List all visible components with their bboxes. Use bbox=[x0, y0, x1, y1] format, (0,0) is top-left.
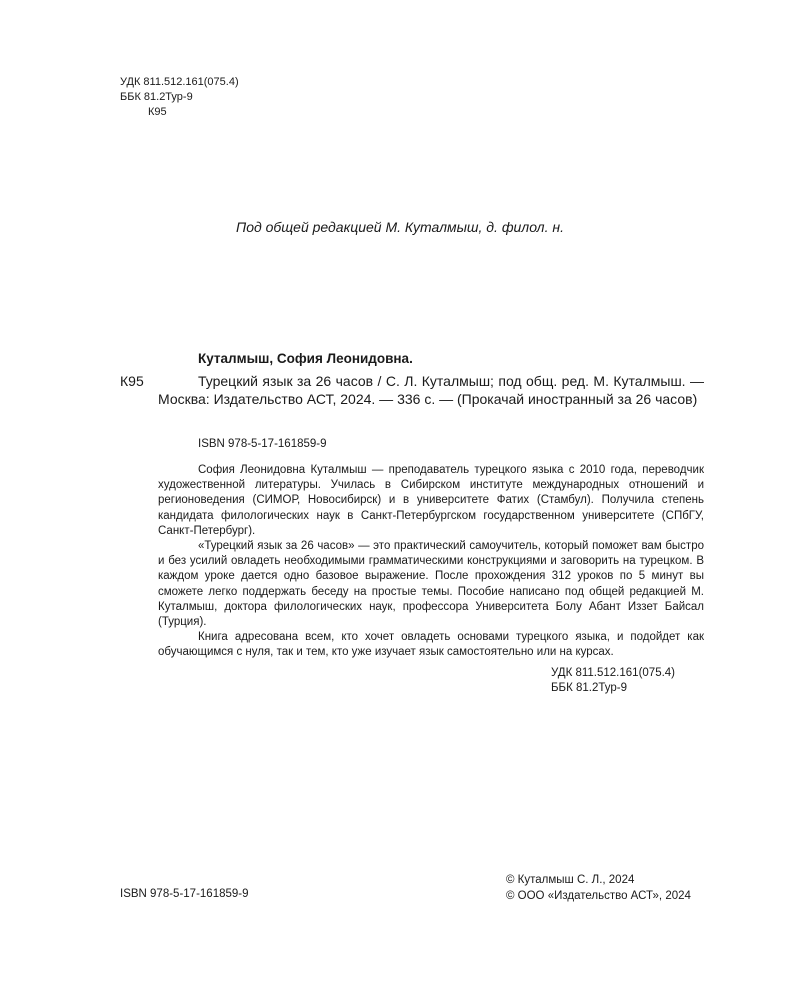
udk-code: УДК 811.512.161(075.4) bbox=[120, 76, 239, 88]
copyright-block bbox=[506, 872, 691, 904]
bbk-code-bottom: ББК 81.2Тур-9 bbox=[551, 682, 627, 694]
udk-code-bottom: УДК 811.512.161(075.4) bbox=[551, 667, 676, 679]
author-mark-code: К95 bbox=[148, 106, 167, 118]
editor-line: Под общей редакцией М. Куталмыш, д. филол. н. bbox=[236, 219, 564, 235]
author-heading: Куталмыш, София Леонидовна. bbox=[198, 351, 413, 366]
classification-codes-bottom bbox=[551, 666, 675, 696]
author-mark: К95 bbox=[120, 373, 144, 389]
isbn-bottom: ISBN 978-5-17-161859-9 bbox=[120, 888, 249, 900]
classification-codes-top bbox=[120, 75, 239, 120]
annotation-paragraph: «Турецкий язык за 26 часов» — это практический самоучитель, который поможет вам быстро и без усилий овладеть необходимыми грамматическими конструкциями и заговорить на турецком. В каждом уроке дается одно базовое выражение. После прохождения 312 уроков по 5 минут вы сможете легко поддержать беседу на простые темы. Пособие написано под общей редакцией М. Куталмыш, доктора филологических наук, профессора Университета Болу Абант Иззет Байсал (Турция). bbox=[158, 540, 704, 629]
annotation-paragraph: София Леонидовна Куталмыш — преподаватель турецкого языка с 2010 года, переводчик художественной литературы. Училась в Сибирском институте международных отношений и регионоведения (СИМОР, Новосибирск) и в университете Фатих (Стамбул). Получила степень кандидата филологических наук в Санкт-Петербургском государственном университете (СПбГУ, Санкт-Петербург). bbox=[158, 464, 704, 537]
copyright-publisher: © ООО «Издательство АСТ», 2024 bbox=[506, 890, 691, 902]
annotation bbox=[158, 463, 704, 661]
bbk-code: ББК 81.2Тур-9 bbox=[120, 91, 193, 103]
isbn-top: ISBN 978-5-17-161859-9 bbox=[198, 438, 327, 450]
annotation-paragraph: Книга адресована всем, кто хочет овладеть основами турецкого языка, и подойдет как обучающимся с нуля, так и тем, кто уже изучает язык самостоятельно или на курсах. bbox=[158, 631, 704, 659]
bibliographic-description: Турецкий язык за 26 часов / С. Л. Куталмыш; под общ. ред. М. Куталмыш. — Москва: Издательство АСТ, 2024. — 336 с. — (Прокачай иностранный за 26 часов) bbox=[158, 373, 704, 407]
copyright-author: © Куталмыш С. Л., 2024 bbox=[506, 874, 635, 886]
